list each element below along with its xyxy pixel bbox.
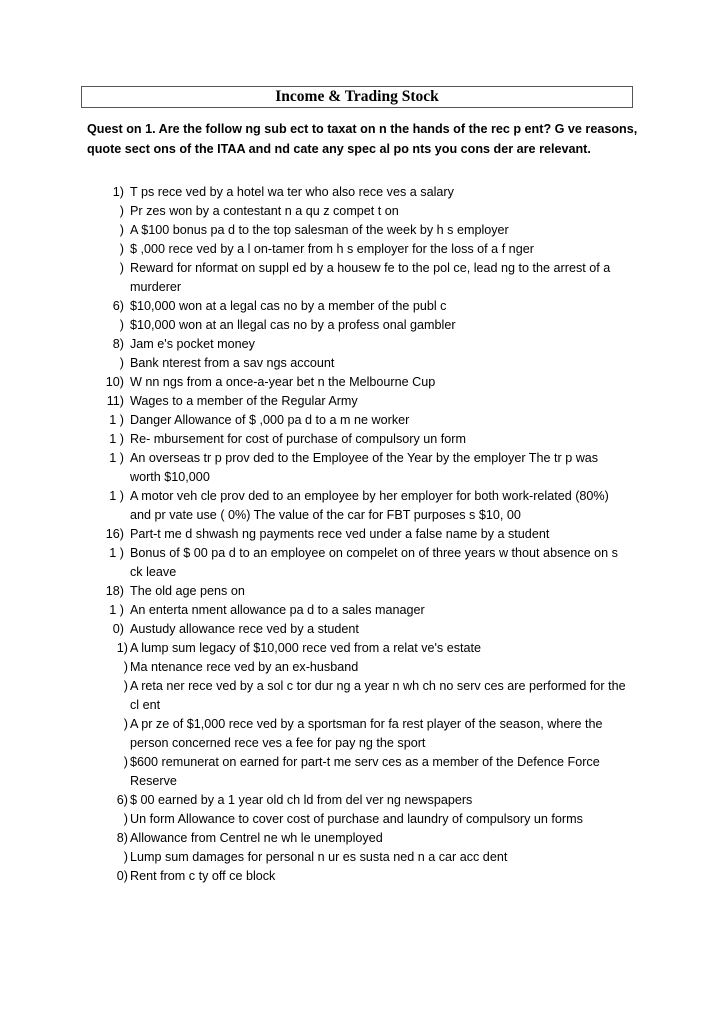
- item-text: A pr ze of $1,000 rece ved by a sportsman for fa rest player of the season, where the person concerned rece ves a fee for pay ng the sport: [130, 717, 603, 750]
- list-item: [0, 620, 714, 639]
- list-item: [0, 829, 714, 848]
- list-item: [0, 449, 714, 487]
- item-text: Re- mbursement for cost of purchase of compulsory un form: [130, 432, 466, 446]
- list-item: [0, 221, 714, 240]
- item-text: A motor veh cle prov ded to an employee by her employer for both work-related (80%) and pr vate use ( 0%) The value of the car for FBT purposes s $10, 00: [130, 489, 609, 522]
- item-number: 1): [112, 185, 124, 199]
- list-item: [0, 544, 714, 582]
- item-text: A reta ner rece ved by a sol c tor dur ng a year n wh ch no serv ces are performed for the cl ent: [130, 679, 626, 712]
- list-item: [0, 411, 714, 430]
- list-item: [0, 791, 714, 810]
- item-number: ): [119, 356, 124, 370]
- list-item: [0, 715, 714, 753]
- item-number: 1 ): [109, 451, 124, 465]
- question-text: Quest on 1. Are the follow ng sub ect to taxat on n the hands of the rec p ent? G ve reasons, quote sect ons of the ITAA and nd cate any spec al po nts you cons der are relevant.: [87, 122, 638, 156]
- item-number: 6): [112, 299, 124, 313]
- item-number: 11): [106, 394, 124, 408]
- item-number: 16): [105, 527, 124, 541]
- item-number: 1 ): [109, 489, 124, 503]
- list-item: [0, 487, 714, 525]
- list-item: [0, 335, 714, 354]
- item-number: ): [123, 660, 128, 674]
- item-text: Austudy allowance rece ved by a student: [130, 622, 359, 636]
- item-number: ): [119, 318, 124, 332]
- item-text: $600 remunerat on earned for part-t me serv ces as a member of the Defence Force Reserve: [130, 755, 600, 788]
- item-text: $10,000 won at an llegal cas no by a profess onal gambler: [130, 318, 456, 332]
- item-text: Jam e's pocket money: [130, 337, 255, 351]
- item-text: Rent from c ty off ce block: [130, 869, 276, 883]
- list-item: [0, 582, 714, 601]
- item-text: The old age pens on: [130, 584, 245, 598]
- item-text: $10,000 won at a legal cas no by a member of the publ c: [130, 299, 447, 313]
- list-item: [0, 392, 714, 411]
- list-item: [0, 601, 714, 620]
- item-number: 1 ): [109, 603, 124, 617]
- item-number: ): [119, 223, 124, 237]
- item-number: 1 ): [109, 546, 124, 560]
- item-text: Lump sum damages for personal n ur es susta ned n a car acc dent: [130, 850, 508, 864]
- item-number: ): [123, 755, 128, 769]
- list-item: [0, 848, 714, 867]
- item-text: An overseas tr p prov ded to the Employee of the Year by the employer The tr p was worth $10,000: [130, 451, 599, 484]
- item-number: ): [119, 261, 124, 275]
- list-item: [0, 373, 714, 392]
- item-text: Ma ntenance rece ved by an ex-husband: [130, 660, 359, 674]
- item-number: ): [123, 812, 128, 826]
- list-item: [0, 297, 714, 316]
- item-text: $ 00 earned by a 1 year old ch ld from del ver ng newspapers: [130, 793, 473, 807]
- item-number: 0): [116, 869, 128, 883]
- title-box: [81, 86, 633, 108]
- item-text: Allowance from Centrel ne wh le unemployed: [130, 831, 383, 845]
- item-number: 1): [116, 641, 128, 655]
- item-number: ): [123, 679, 128, 693]
- list-item: [0, 658, 714, 677]
- item-text: Danger Allowance of $ ,000 pa d to a m ne worker: [130, 413, 410, 427]
- item-number: ): [119, 242, 124, 256]
- item-text: A lump sum legacy of $10,000 rece ved from a relat ve's estate: [130, 641, 482, 655]
- item-text: Bonus of $ 00 pa d to an employee on compelet on of three years w thout absence on s ck leave: [130, 546, 618, 579]
- list-item: [0, 316, 714, 335]
- list-item: [0, 259, 714, 297]
- list-item: [0, 202, 714, 221]
- list-item: [0, 677, 714, 715]
- list-item: [0, 354, 714, 373]
- item-number: 1 ): [109, 432, 124, 446]
- item-text: T ps rece ved by a hotel wa ter who also rece ves a salary: [130, 185, 454, 199]
- page-title: Income & Trading Stock: [275, 88, 439, 105]
- item-text: An enterta nment allowance pa d to a sales manager: [130, 603, 425, 617]
- item-number: ): [119, 204, 124, 218]
- item-text: Part-t me d shwash ng payments rece ved under a false name by a student: [130, 527, 550, 541]
- list-item: [0, 183, 714, 202]
- item-number: 18): [105, 584, 124, 598]
- item-text: Bank nterest from a sav ngs account: [130, 356, 335, 370]
- item-text: Reward for nformat on suppl ed by a housew fe to the pol ce, lead ng to the arrest of a murderer: [130, 261, 611, 294]
- list-item: [0, 810, 714, 829]
- list-item: [0, 240, 714, 259]
- item-number: ): [123, 717, 128, 731]
- item-text: Pr zes won by a contestant n a qu z compet t on: [130, 204, 399, 218]
- item-number: 6): [116, 793, 128, 807]
- list-item: [0, 525, 714, 544]
- item-number: 10): [105, 375, 124, 389]
- item-number: 8): [116, 831, 128, 845]
- item-text: Wages to a member of the Regular Army: [130, 394, 358, 408]
- item-text: Un form Allowance to cover cost of purchase and laundry of compulsory un forms: [130, 812, 583, 826]
- item-text: W nn ngs from a once-a-year bet n the Melbourne Cup: [130, 375, 436, 389]
- question-items-list: [0, 183, 714, 886]
- item-number: 0): [112, 622, 124, 636]
- item-text: A $100 bonus pa d to the top salesman of the week by h s employer: [130, 223, 509, 237]
- list-item: [0, 430, 714, 449]
- list-item: [0, 753, 714, 791]
- item-number: 1 ): [109, 413, 124, 427]
- list-item: [0, 867, 714, 886]
- item-text: $ ,000 rece ved by a l on-tamer from h s employer for the loss of a f nger: [130, 242, 534, 256]
- item-number: ): [123, 850, 128, 864]
- item-number: 8): [112, 337, 124, 351]
- list-item: [0, 639, 714, 658]
